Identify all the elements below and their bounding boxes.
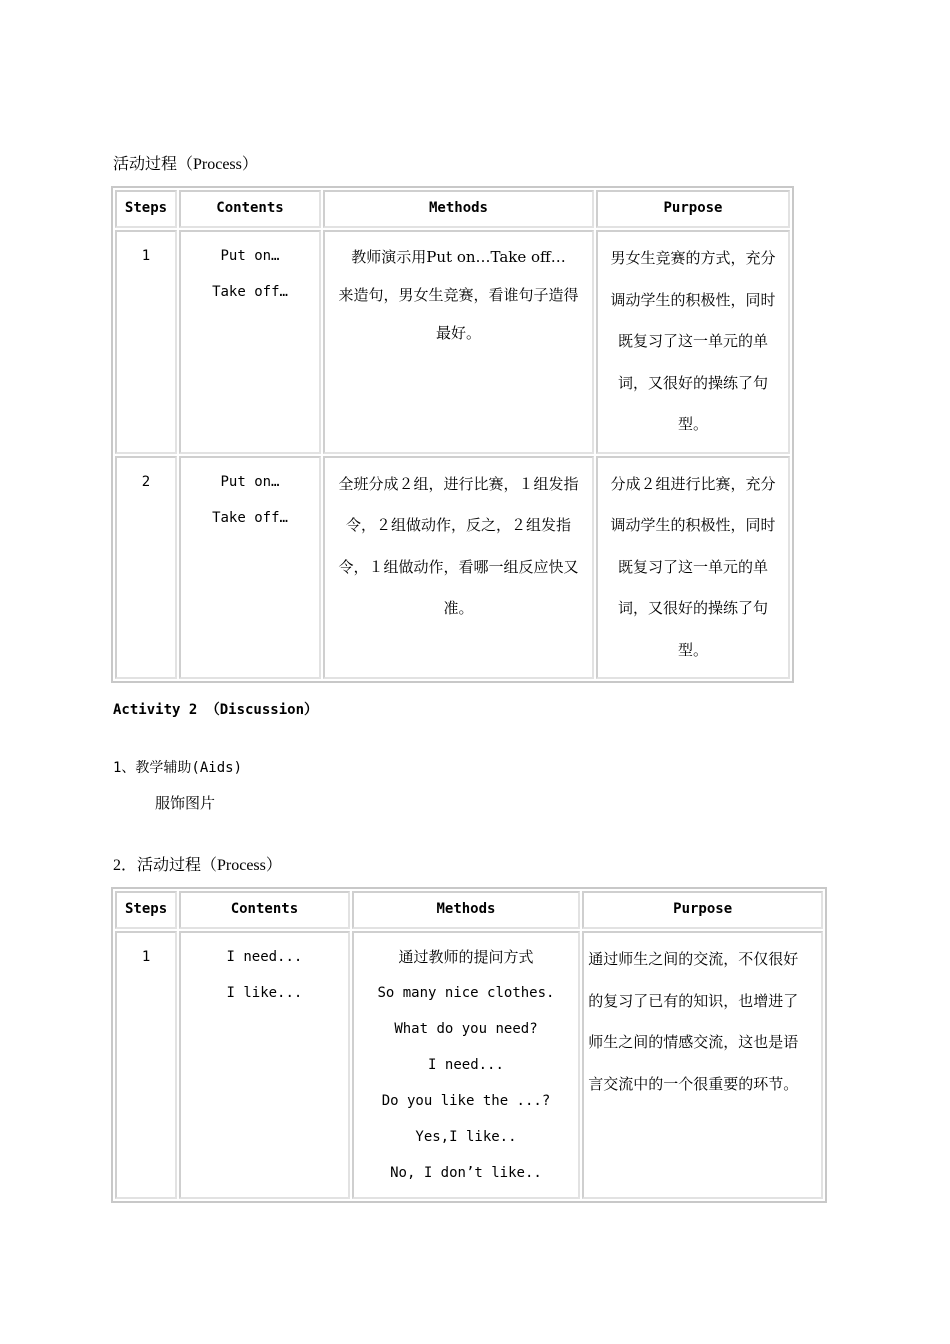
aids-item: 服饰图片 [155,794,216,812]
process-table-2 [111,887,827,1203]
contents-cell [179,230,321,454]
methods-line: Yes,I like.. [415,1129,517,1145]
header-steps: Steps [115,190,177,228]
purpose-line: 调动学生的积极性，同时 [610,290,776,309]
methods-line: 通过教师的提问方式 [398,948,534,966]
contents-line: Put on… [220,473,280,490]
methods-line: No, I don’t like.. [390,1165,542,1181]
process-heading-1: 活动过程（Process） [113,156,258,173]
purpose-cell [596,230,790,454]
contents-line: Take off… [212,509,288,526]
header-methods: Methods [323,190,594,228]
purpose-cell [582,931,823,1199]
purpose-line: 男女生竞赛的方式，充分 [610,249,776,267]
methods-line: Do you like the ...? [381,1093,551,1109]
methods-line: 准。 [443,599,474,617]
step-cell: 1 [115,230,177,454]
purpose-cell [596,456,790,680]
purpose-line: 既复习了这一单元的单 [617,557,768,576]
contents-line: Put on… [220,248,280,264]
methods-line: So many nice clothes. [377,985,555,1001]
purpose-line: 师生之间的情感交流，这也是语 [588,1033,799,1051]
purpose-line: 通过师生之间的交流，不仅很好 [588,950,799,968]
methods-line: 令，２组做动作，反之，２组发指 [345,516,571,534]
purpose-line: 分成２组进行比赛，充分 [610,474,776,493]
purpose-line: 既复习了这一单元的单 [617,332,768,350]
contents-cell [179,931,349,1199]
table-header-row [115,190,790,228]
step-cell: 1 [115,931,177,1199]
process-heading-2: 2．活动过程（Process） [113,857,282,874]
header-contents: Contents [179,891,349,929]
table-row [115,456,790,680]
methods-cell [352,931,581,1199]
methods-line: I need... [428,1057,504,1073]
contents-line: Take off… [212,284,288,300]
purpose-line: 调动学生的积极性，同时 [610,516,776,534]
methods-line: 全班分成２组，进行比赛，１组发指 [338,474,579,493]
methods-cell [323,230,594,454]
methods-line: 最好。 [435,324,481,342]
contents-line: I need... [226,949,303,965]
purpose-line: 的复习了已有的知识，也增进了 [588,991,799,1010]
table-header-row [115,891,823,929]
methods-cell [323,456,594,680]
table-row [115,230,790,454]
methods-line: 教师演示用Put on…Take off… [351,248,566,266]
table-row [115,931,823,1199]
methods-line: 来造句，男女生竞赛，看谁句子造得 [338,286,579,304]
contents-cell [179,456,321,680]
header-purpose: Purpose [596,190,790,228]
methods-line: What do you need? [394,1021,538,1037]
purpose-line: 型。 [677,640,708,659]
step-cell: 2 [115,456,177,680]
process-table-1 [111,186,794,683]
purpose-line: 词，又很好的操练了句 [617,599,768,617]
methods-line: 令，１组做动作，看哪一组反应快又 [338,557,579,576]
purpose-line: 言交流中的一个很重要的环节。 [588,1074,799,1093]
header-methods: Methods [352,891,581,929]
activity-title: Activity 2 （Discussion） [113,702,319,718]
purpose-line: 词，又很好的操练了句 [617,373,768,392]
purpose-line: 型。 [677,415,708,433]
header-steps: Steps [115,891,177,929]
contents-line: I like... [226,985,303,1001]
aids-heading: 1、教学辅助(Aids) [113,760,243,776]
header-contents: Contents [179,190,321,228]
header-purpose: Purpose [582,891,823,929]
